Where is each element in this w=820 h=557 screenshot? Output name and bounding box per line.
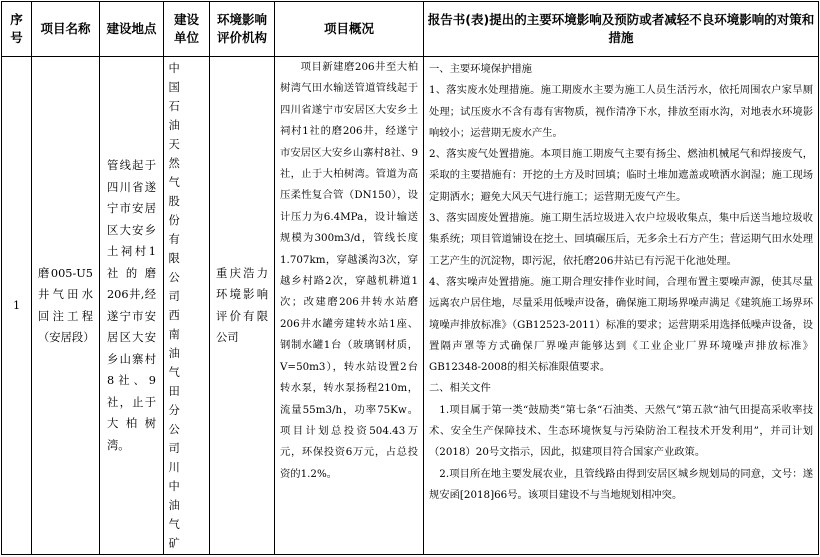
measures-paragraph: 3、落实固废处置措施。施工期生活垃圾进入农户垃圾收集点，集中后送当地垃圾收集系统；项目管道铺设在挖土、回填碾压后，无多余土石方产生；营运期气田水处理工艺产生的沉淀物，即污泥，依托磨206井站已有污泥干化池处理。 [429, 212, 813, 267]
row-overview: 项目新建磨206井至大柏树湾气田水输送管道管线起于四川省遂宁市安居区大安乡土祠村1社的磨206井，经遂宁市安居区大安乡山寨村8社、9社，止于大柏树湾。管道为高压柔性复合管（DN150），设计压力为6.4MPa，设计输送规模为300m3/d，管线长度1.707km，穿越溪沟3次，穿越乡村路2次，穿越机耕道1次；改建磨206井转水站磨206井水罐旁建转水站1座、钢制水罐1台（玻璃钢材质，V=50m3），转水站设置2台转水泵，转水泵扬程210m，流量55m3/h，功率75Kw。项目计划总投资504.43万元，环保投资6万元，占总投资的1.2%。 [275, 57, 424, 555]
header-row [2, 2, 819, 57]
measures-paragraph: 2.项目所在地主要发展农业，且管线路由得到安居区城乡规划局的同意，文号：遂规安函[2018]66号。该项目建设不与当地规划相冲突。 [429, 467, 813, 501]
header-location: 建设地点 [100, 2, 164, 57]
header-name: 项目名称 [32, 2, 100, 57]
table-row [2, 57, 819, 555]
header-measures: 报告书(表)提出的主要环境影响及预防或者减轻不良环境影响的对策和措施 [424, 2, 819, 57]
measures-paragraph: 2、落实废气处置措施。本项目施工期废气主要有扬尘、燃油机械尾气和焊接废气，采取的主要措施有：开挖的土方及时回填；临时土堆加遮盖或喷洒水润湿；施工现场定期洒水；避免大风天气进行施工；运营期无废气产生。 [429, 148, 813, 203]
measures-section-heading: 二、相关文件 [429, 382, 491, 395]
row-eia-org: 重庆浩力环境影响评价有限公司 [210, 57, 275, 555]
row-project-name: 磨005-U5井气田水回注工程（安居段） [32, 57, 100, 555]
eia-table [1, 1, 819, 555]
measures-paragraph: 4、落实噪声处置措施。施工期合理安排作业时间，合理布置主要噪声源，使其尽量远离农户居住地，尽量采用低噪声设备，确保施工期场界噪声满足《建筑施工场界环境噪声排放标准》（GB12523-2011）标准的要求；运营期采用选择低噪声设备，设置隔声罩等方式确保厂界噪声能够达到《工业企业厂界环境噪声排放标准》GB12348-2008的相关标准限值要求。 [429, 275, 813, 374]
measures-list [429, 59, 813, 506]
measures-section-heading: 一、主要环境保护措施 [429, 63, 532, 75]
header-unit: 建设单位 [164, 2, 210, 57]
row-seq: 1 [2, 57, 32, 555]
row-builder: 中国石油天然气股份有限公司西南油气田分公司川中油气矿 [164, 57, 210, 555]
measures-paragraph: 1、落实废水处理措施。施工期废水主要为施工人员生活污水，依托周围农户家旱厕处理；试压废水不含有毒有害物质，视作清净下水，排放至雨水沟，对地表水环境影响较小；运营期无废水产生。 [429, 84, 813, 139]
measures-paragraph: 1.项目属于第一类“鼓励类”第七条“石油类、天然气”第五款“油气田提高采收率技术、安全生产保障技术、生态环境恢复与污染防治工程技术开发利用”，并司计划（2018）20号文指示，因此，拟建项目符合国家产业政策。 [429, 403, 813, 459]
row-measures [424, 57, 819, 555]
header-seq: 序号 [2, 2, 32, 57]
header-overview: 项目概况 [275, 2, 424, 57]
header-org: 环境影响评价机构 [210, 2, 275, 57]
row-location: 管线起于四川省遂宁市安居区大安乡土祠村1社的磨206井,经遂宁市安居区大安乡山寨村8社、9社，止于大柏树湾。 [100, 57, 164, 555]
